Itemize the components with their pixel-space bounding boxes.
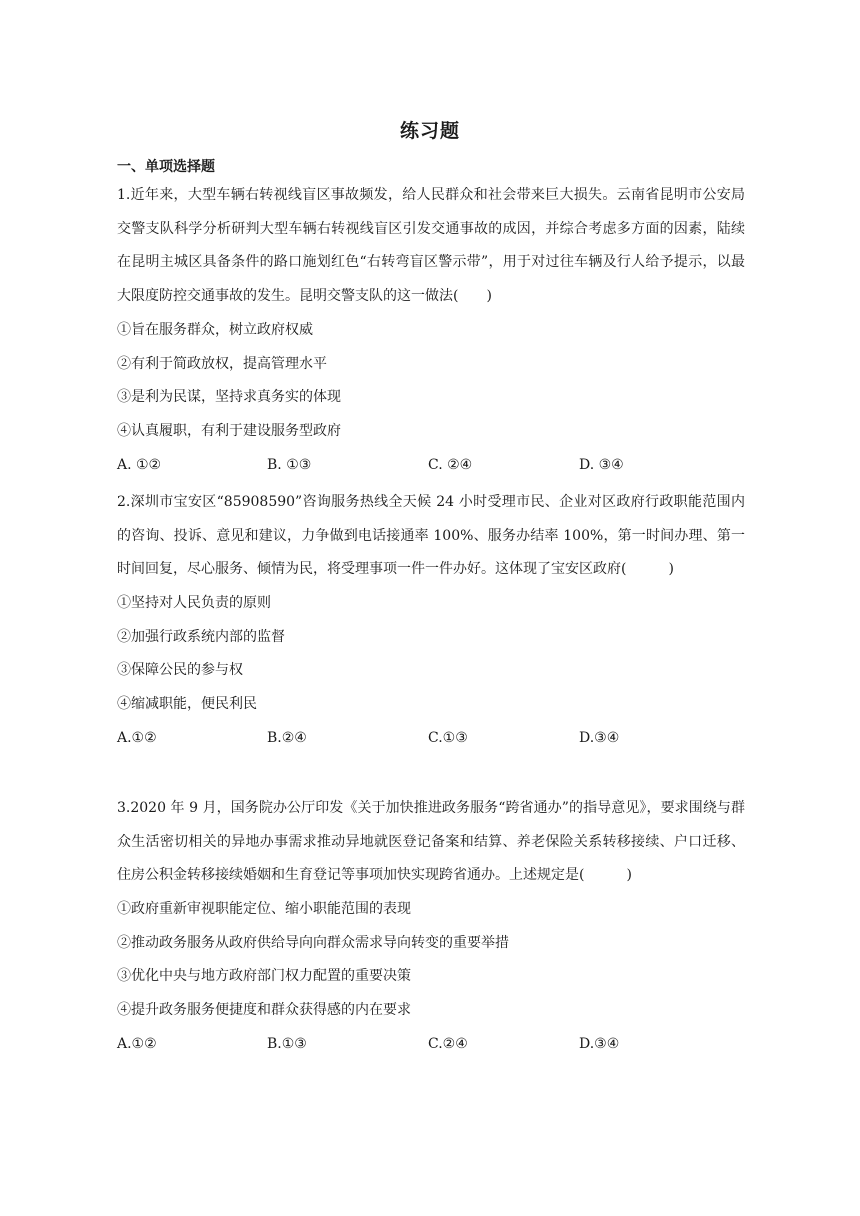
choice-b: B. ①③ xyxy=(267,456,312,473)
question-3 xyxy=(117,792,745,1062)
question-2 xyxy=(117,486,745,756)
statement-option: ①旨在服务群众，树立政府权威 xyxy=(117,321,313,338)
statement-option: ③优化中央与地方政府部门权力配置的重要决策 xyxy=(117,968,411,985)
choice-a: A.①② xyxy=(117,1035,157,1052)
choice-c: C.②④ xyxy=(428,1035,468,1052)
choice-c: C.①③ xyxy=(428,729,468,746)
choice-a: A. ①② xyxy=(117,456,162,473)
statement-option: ①坚持对人民负责的原则 xyxy=(117,595,271,612)
page-title: 练习题 xyxy=(399,120,460,142)
statement-option: ④提升政务服务便捷度和群众获得感的内在要求 xyxy=(117,1002,411,1019)
statement-option: ③保障公民的参与权 xyxy=(117,662,243,679)
answer-choices xyxy=(117,722,745,756)
question-stem: 3.2020 年 9 月，国务院办公厅印发《关于加快推进政务服务“跨省通办”的指导意见》，要求围绕与群众生活密切相关的异地办事需求推动异地就医登记备案和结算、养老保险关系转移接续、户口迁移、住房公积金转移接续婚姻和生育登记等事项加快实现跨省通办。上述规定是( ) xyxy=(117,800,745,884)
choice-d: D.③④ xyxy=(579,729,620,746)
statement-option: ④缩减职能，便民利民 xyxy=(117,696,257,713)
choice-d: D.③④ xyxy=(579,1035,620,1052)
answer-choices xyxy=(117,449,745,483)
answer-choices xyxy=(117,1028,745,1062)
choice-a: A.①② xyxy=(117,729,157,746)
choice-c: C. ②④ xyxy=(428,456,473,473)
statement-option: ③是利为民谋，坚持求真务实的体现 xyxy=(117,389,341,406)
choice-b: B.①③ xyxy=(267,1035,307,1052)
question-stem: 2.深圳市宝安区“85908590”咨询服务热线全天候 24 小时受理市民、企业对区政府行政职能范围内的咨询、投诉、意见和建议，力争做到电话接通率 100%、服务办结率 100%，第一时间办理、第一时间回复，尽心服务、倾情为民，将受理事项一件一件办好。这体现了宝安区政府( ) xyxy=(117,494,745,578)
statement-option: ④认真履职，有利于建设服务型政府 xyxy=(117,422,341,439)
question-1 xyxy=(117,179,745,482)
question-stem: 1.近年来，大型车辆右转视线盲区事故频发，给人民群众和社会带来巨大损失。云南省昆明市公安局交警支队科学分析研判大型车辆右转视线盲区引发交通事故的成因，并综合考虑多方面的因素，陆续在昆明主城区具备条件的路口施划红色“右转弯盲区警示带”，用于对过往车辆及行人给予提示，以最大限度防控交通事故的发生。昆明交警支队的这一做法( ) xyxy=(117,187,745,305)
choice-d: D. ③④ xyxy=(579,456,624,473)
statement-option: ①政府重新审视职能定位、缩小职能范围的表现 xyxy=(117,901,411,918)
statement-option: ②推动政务服务从政府供给导向向群众需求导向转变的重要举措 xyxy=(117,934,509,951)
statement-option: ②加强行政系统内部的监督 xyxy=(117,628,285,645)
section-heading: 一、单项选择题 xyxy=(117,159,215,175)
choice-b: B.②④ xyxy=(267,729,307,746)
statement-option: ②有利于简政放权，提高管理水平 xyxy=(117,355,327,372)
